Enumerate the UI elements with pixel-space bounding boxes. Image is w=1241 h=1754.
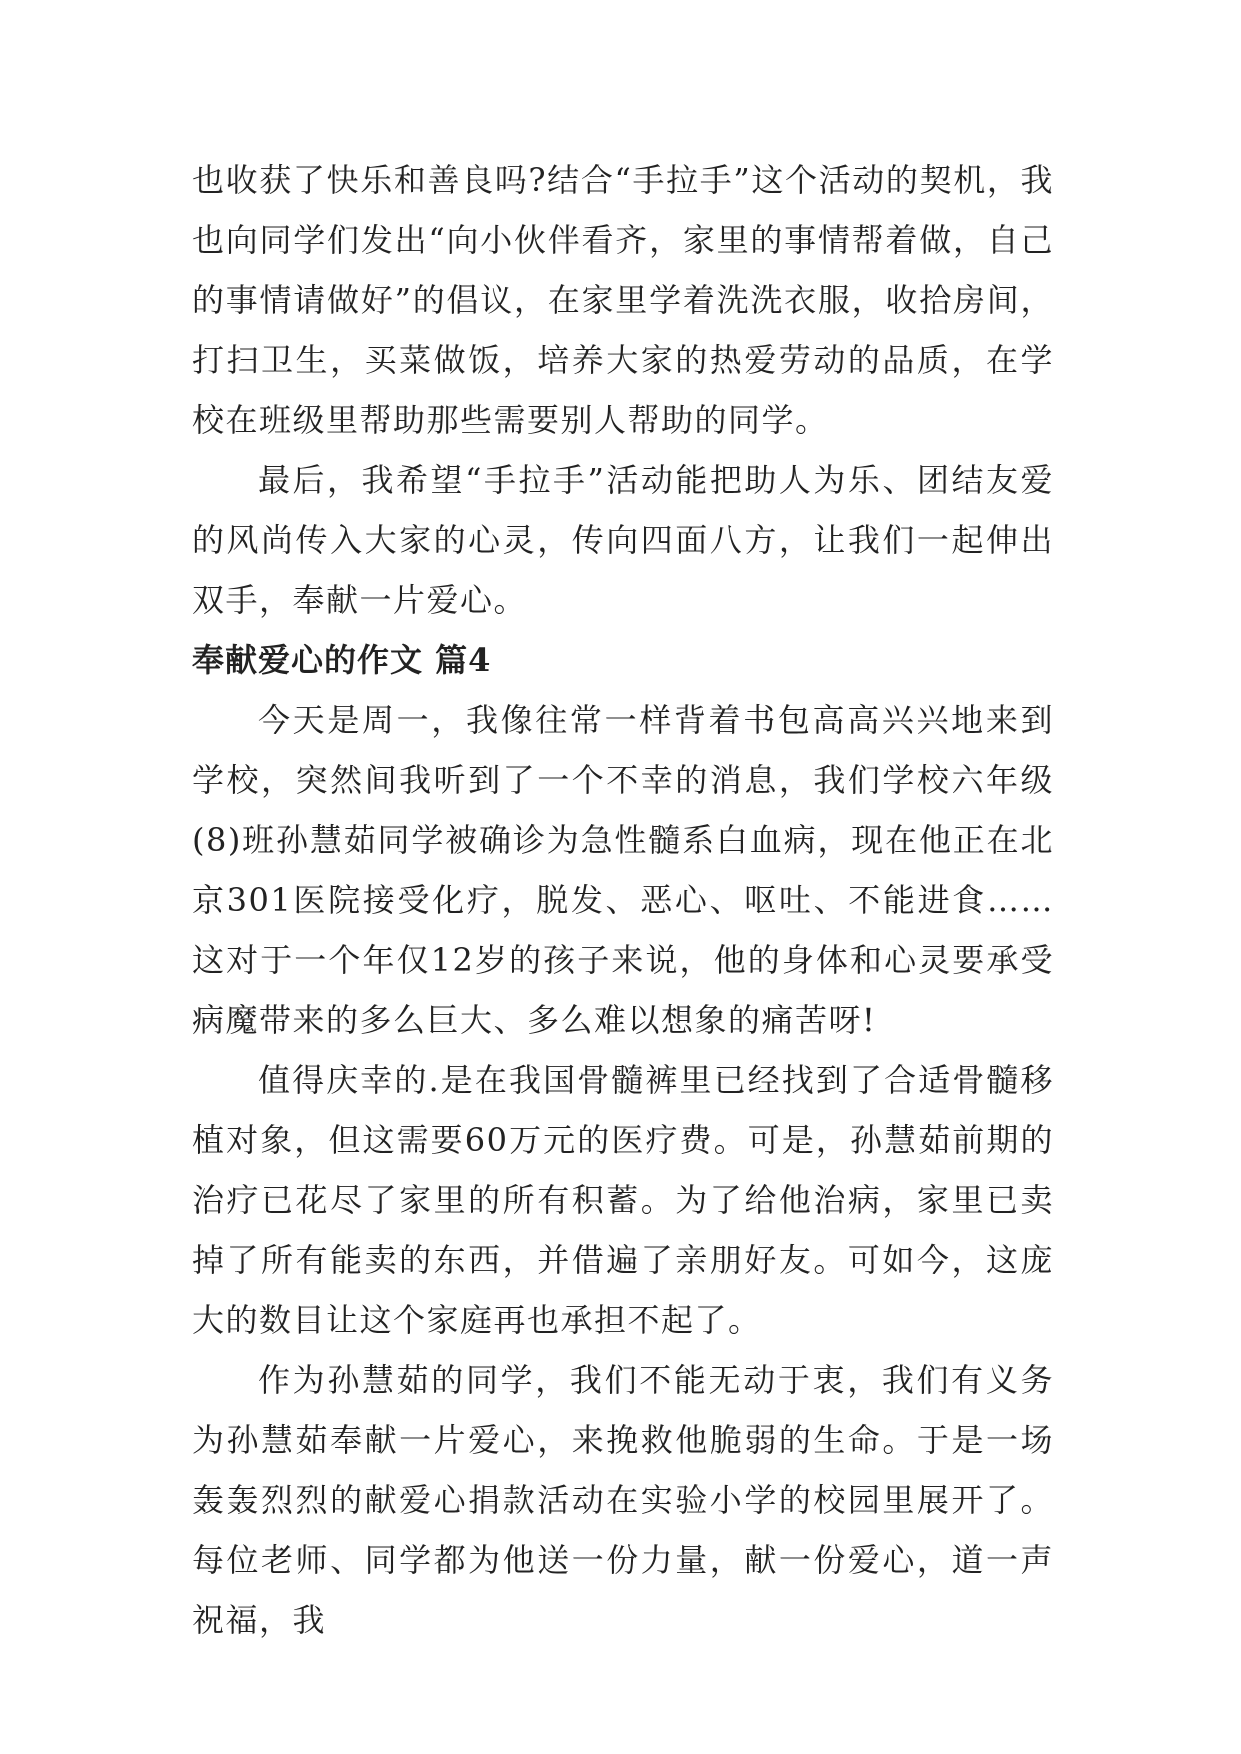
paragraph-5: 作为孙慧茹的同学，我们不能无动于衷，我们有义务为孙慧茹奉献一片爱心，来挽救他脆弱的生命。于是一场轰轰烈烈的献爱心捐款活动在实验小学的校园里展开了。每位老师、同学都为他送一份力量，献一份爱心，道一声祝福，我 xyxy=(192,1361,1054,1639)
paragraph-1: 也收获了快乐和善良吗?结合“手拉手”这个活动的契机，我也向同学们发出“向小伙伴看齐，家里的事情帮着做，自己的事情请做好”的倡议，在家里学着洗洗衣服，收拾房间，打扫卫生，买菜做饭，培养大家的热爱劳动的品质，在学校在班级里帮助那些需要别人帮助的同学。 xyxy=(192,161,1054,439)
paragraph-4: 值得庆幸的.是在我国骨髓裤里已经找到了合适骨髓移植对象，但这需要60万元的医疗费。可是，孙慧茹前期的治疗已花尽了家里的所有积蓄。为了给他治病，家里已卖掉了所有能卖的东西，并借遍了亲朋好友。可如今，这庞大的数目让这个家庭再也承担不起了。 xyxy=(192,1061,1054,1339)
paragraph-3: 今天是周一，我像往常一样背着书包高高兴兴地来到学校，突然间我听到了一个不幸的消息，我们学校六年级(8)班孙慧茹同学被确诊为急性髓系白血病，现在他正在北京301医院接受化疗，脱发、恶心、呕吐、不能进食……这对于一个年仅12岁的孩子来说，他的身体和心灵要承受病魔带来的多么巨大、多么难以想象的痛苦呀! xyxy=(192,701,1054,1039)
document-page xyxy=(192,150,1054,1650)
section-heading: 奉献爱心的作文 篇4 xyxy=(192,641,492,679)
paragraph-2: 最后，我希望“手拉手”活动能把助人为乐、团结友爱的风尚传入大家的心灵，传向四面八方，让我们一起伸出双手，奉献一片爱心。 xyxy=(192,461,1054,619)
